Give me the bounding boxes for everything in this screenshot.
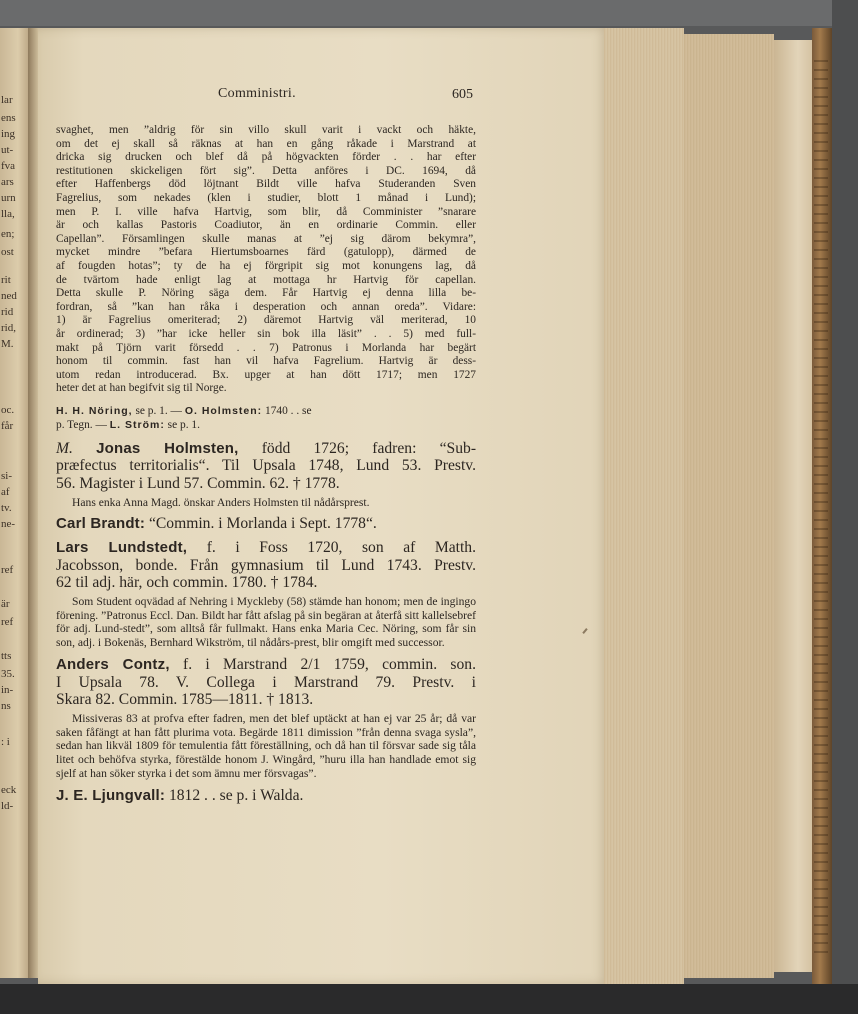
entry-text: Jacobsson, bonde. Från gymnasium til Lund 1743. Prestv.	[56, 556, 476, 574]
left-margin-fragment: urn	[1, 192, 16, 204]
intro-line: om det ej skall så räknas at han en gång råkade i Marstrand at	[56, 137, 476, 150]
left-margin-fragment: en;	[1, 228, 15, 240]
intro-line: makt på Tjörn varit försedd . . 7) Patronus i Morlanda har begärt	[56, 341, 476, 354]
intro-line: är och kallas Pastoris Coadiutor, än en ordinarie Commin. eller	[56, 219, 476, 232]
left-margin-fragment: får	[1, 420, 14, 432]
left-margin-fragment: ens	[1, 112, 16, 124]
cross-reference-line-1: H. H. Nöring, se p. 1. — O. Holmsten: 1740 . . se	[56, 404, 312, 417]
left-margin-fragment: M.	[1, 338, 14, 350]
intro-line: honom til commin. fast han vil hafva Fagrelium. Hartvig är dess-	[56, 355, 476, 368]
entry-note: Hans enka Anna Magd. önskar Anders Holmsten til nådårsprest.	[72, 495, 370, 509]
entry-head-line	[56, 656, 476, 674]
crossref-name-strom: L. Ström:	[109, 418, 165, 431]
left-margin-fragment: af	[1, 486, 10, 498]
entry-head-line	[56, 674, 476, 692]
entry-name: Anders Contz,	[56, 656, 170, 674]
entry-head-line	[56, 475, 476, 493]
entry-head-line	[56, 457, 476, 475]
left-margin-fragment: ut-	[1, 144, 14, 156]
entry-head-line	[56, 440, 476, 458]
entry-text: 56. Magister i Lund 57. Commin. 62. † 1778.	[56, 475, 340, 493]
intro-line: af fougden hotas”; ty de ha ej förgripit sig mot konungens lag, då	[56, 259, 476, 272]
entry-name: Lars Lundstedt,	[56, 539, 188, 557]
left-margin-fragment: ref	[1, 564, 14, 576]
entry-head-line	[56, 574, 476, 592]
cross-reference-line-2: p. Tegn. — L. Ström: se p. 1.	[56, 418, 200, 431]
entry-name: Jonas Holmsten,	[96, 439, 239, 457]
entry	[56, 533, 476, 650]
intro-line: 1) är Fagrelius omeriterad; 2) däremot Hartvig väl meriterad, 10	[56, 314, 476, 327]
entry-head-line	[56, 787, 476, 805]
left-margin-fragment: oc.	[1, 404, 15, 416]
scanner-top-edge	[0, 0, 858, 26]
intro-line: Capellan”. Församlingen skulle manas at ”ej sig därom bekymra”,	[56, 232, 476, 245]
left-margin-fragment: ns	[1, 700, 11, 712]
left-margin-fragment: ost	[1, 246, 14, 258]
intro-line: dricka sig drucken och blef då på högvackten förder . . har efter	[56, 151, 476, 164]
scanner-bottom-edge	[0, 984, 858, 1014]
crossref-name-holmsten: O. Holmsten:	[184, 404, 263, 417]
intro-line: restitutionen skickeligen fört sig”. Detta anföres i DC. 1694, då	[56, 164, 476, 177]
entry-note: Missiveras 83 at profva efter fadren, men det blef uptäckt at han ej var 25 år; då var saken fåfängt at han fått plurima vota. Begärde 1811 dimission ”från denna svaga sysla”, sedan han likväl 1809 för temulentia fått föreställning, och då han til försvar sade sig tåla litet och behöfva styrka, förestälde honom J. Wingård, ”huru illa han handlade emot sig sjelf at han söker styrka i det som ämnu mer försvagas”.	[56, 711, 476, 780]
left-margin-fragment: lla,	[1, 208, 15, 220]
running-head-title: Comministri.	[218, 86, 296, 101]
stray-mark	[582, 628, 587, 634]
entry-note: Som Student oqvädad af Nehring i Myckleby (58) stämde han honom; men de ingingo förening. ”Patronus Eccl. Dan. Bildt har fått afslag på sin begäran at återfå sitt kallelsebref för adj. Lund-stedt”, som alltså får fullmakt. Hans enka Maria Cec. Nöring, som får sin son, adj. i Bokenäs, Bernhard Wikström, til nådårs-prest, blir omgift med successor.	[56, 594, 476, 650]
intro-line: Fagrelius, som nekades (klen i studier, blott 1 månad i Lund);	[56, 191, 476, 204]
entry	[56, 432, 476, 510]
entry	[56, 781, 476, 805]
entry-text: “Commin. i Morlanda i Sept. 1778“.	[145, 515, 377, 533]
left-margin-fragment: ned	[1, 290, 17, 302]
left-margin-fragment: ing	[1, 128, 16, 140]
intro-line: utom redan introducerad. Bx. upger at han dött 1717; men 1727	[56, 368, 476, 381]
left-margin-fragment: 35.	[1, 668, 15, 680]
entries-list	[56, 432, 476, 805]
left-margin-fragment: si-	[1, 470, 12, 482]
entry-text: född 1726; fadren: “Sub-	[238, 439, 477, 457]
entry-head-line	[56, 557, 476, 575]
intro-line: de tvärtom hade enligt lag at mottaga hr Hartvig för capellan.	[56, 273, 476, 286]
left-margin-fragment: ld-	[1, 800, 14, 812]
previous-page-edge	[0, 28, 30, 978]
left-margin-fragment: rid,	[1, 322, 16, 334]
entry-text: f. i Foss 1720, son af Matth.	[187, 539, 476, 557]
intro-line: år ordinerad; 3) ”har icke heller sin bok illa läsit” . . 5) med full-	[56, 327, 476, 340]
entry-text: f. i Marstrand 2/1 1759, commin. son.	[169, 656, 476, 674]
cross-reference	[56, 404, 476, 432]
entry	[56, 650, 476, 781]
scanner-right-edge	[832, 0, 858, 1014]
book-page	[38, 28, 608, 984]
left-margin-fragment: : i	[1, 736, 10, 748]
entry-text: 1812 . . se p. i Walda.	[165, 786, 304, 804]
intro-paragraph	[56, 124, 476, 396]
intro-line: men P. I. ville hafva Hartvig, som blir, då Comminister ”snarare	[56, 205, 476, 218]
left-margin-fragment: rit	[1, 274, 11, 286]
left-margin-fragment: eck	[1, 784, 17, 796]
left-margin-fragment: ne-	[1, 518, 16, 530]
intro-line: fordran, så ”kan han råka i desperation och annan oreda”. Vidare:	[56, 300, 476, 313]
entry-title-prefix: M.	[56, 439, 97, 457]
intro-line: mycket mindre ”befara Hiertumsboarnes färd (gatulopp), därmed de	[56, 246, 476, 259]
left-margin-fragment: ars	[1, 176, 14, 188]
intro-line: Detta skulle P. Nöring säga dem. Får Hartvig ej denna lilla be-	[56, 287, 476, 300]
intro-line: efter Haffenbergs död löjtnant Bildt ville hafva Studeranden Sven	[56, 178, 476, 191]
entry-text: I Upsala 78. V. Collega i Marstrand 79. Prestv. i	[56, 673, 476, 691]
page-fore-edge-inner	[684, 34, 774, 978]
entry-name: J. E. Ljungvall:	[56, 786, 166, 804]
entry	[56, 509, 476, 533]
entry-head-line	[56, 691, 476, 709]
entry-text: Skara 82. Commin. 1785—1811. † 1813.	[56, 691, 314, 709]
page-fore-edge	[604, 28, 684, 984]
entry-name: Carl Brandt:	[56, 515, 146, 533]
left-margin-fragment: lar	[1, 94, 13, 106]
left-margin-fragment: tts	[1, 650, 12, 662]
left-margin-fragment: är	[1, 598, 10, 610]
page-text-block	[56, 124, 476, 804]
left-margin-fragment: ref	[1, 616, 14, 628]
entry-head-line	[56, 515, 476, 533]
page-number: 605	[452, 87, 473, 102]
entry-text: præfectus territorialis“. Til Upsala 1748, Lund 53. Prestv.	[56, 457, 476, 475]
entry-head-line	[56, 539, 476, 557]
intro-line: heter det at han begifvit sig til Norge.	[56, 382, 227, 395]
entry-text: 62 til adj. här, och commin. 1780. † 1784.	[56, 574, 318, 592]
left-margin-fragment: tv.	[1, 502, 12, 514]
crossref-name-noring: H. H. Nöring,	[56, 404, 133, 417]
left-margin-fragment: fva	[1, 160, 16, 172]
page-fore-edge-outer	[774, 40, 814, 972]
left-margin-fragment: rid	[1, 306, 14, 318]
left-margin-fragment: in-	[1, 684, 14, 696]
intro-line: svaghet, men ”aldrig för sin villo skull varit i vackt och häkte,	[56, 124, 476, 136]
cover-texture	[814, 60, 828, 960]
